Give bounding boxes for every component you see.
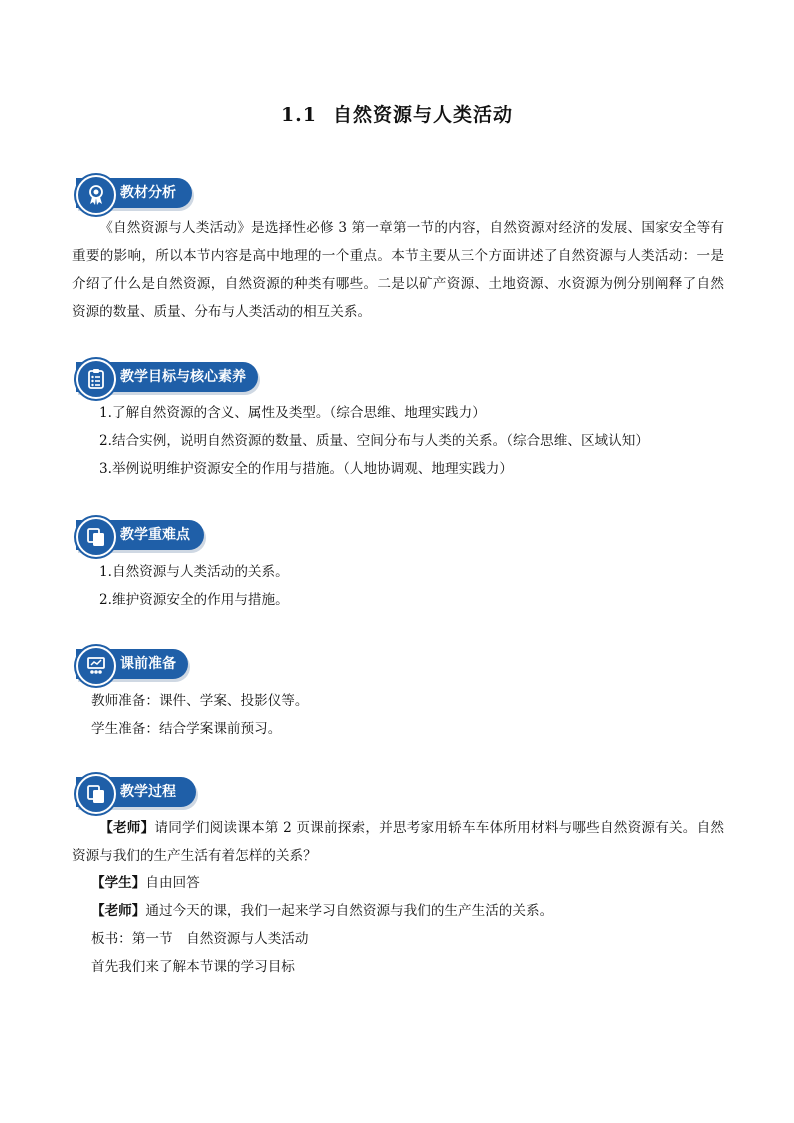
presentation-board-icon (76, 646, 116, 686)
section-title-process: 教学过程 (120, 784, 176, 800)
teacher-statement-text: 通过今天的课，我们一起来学习自然资源与我们的生产生活的关系。 (145, 903, 554, 919)
section-title-analysis: 教材分析 (120, 185, 176, 201)
title-number: 1.1 (280, 104, 318, 126)
documents-stack-icon (76, 774, 116, 814)
title-text: 自然资源与人类活动 (333, 104, 514, 126)
goal-item: 1.了解自然资源的含义、属性及类型。（综合思维、地理实践力） (99, 405, 486, 421)
student-response-text: 自由回答 (145, 875, 200, 891)
section-badge-goals (76, 362, 258, 392)
goal-item: 3.举例说明维护资源安全的作用与措施。（人地协调观、地理实践力） (99, 461, 513, 477)
section-title-goals: 教学目标与核心素养 (120, 369, 246, 385)
section-badge-preparation (76, 649, 188, 679)
teacher-prompt-text: 请同学们阅读课本第 2 页课前探索，并思考家用轿车车体所用材料与哪些自然资源有关。自然资源与我们的生产生活有着怎样的关系？ (72, 820, 724, 864)
preparation-item: 学生准备：结合学案课前预习。 (91, 721, 282, 737)
teacher-tag: 【老师】 (99, 820, 155, 836)
section-title-preparation: 课前准备 (120, 656, 176, 672)
process-teacher-statement (91, 897, 553, 925)
documents-stack-icon (76, 517, 116, 557)
goal-item: 2.结合实例，说明自然资源的数量、质量、空间分布与人类的关系。（综合思维、区域认知） (99, 433, 649, 449)
section-badge-keypoints (76, 520, 204, 550)
analysis-paragraph: 《自然资源与人类活动》是选择性必修 3 第一章第一节的内容，自然资源对经济的发展、国家安全等有重要的影响，所以本节内容是高中地理的一个重点。本节主要从三个方面讲述了自然资源与人类活动：一是介绍了什么是自然资源，自然资源的种类有哪些。二是以矿产资源、土地资源、水资源为例分别阐释了自然资源的数量、质量、分布与人类活动的相互关系。 (72, 220, 724, 320)
preparation-item: 教师准备：课件、学案、投影仪等。 (91, 693, 309, 709)
keypoint-item: 2.维护资源安全的作用与措施。 (99, 592, 289, 608)
board-note: 板书：第一节 自然资源与人类活动 (91, 931, 309, 947)
clipboard-checklist-icon (76, 359, 116, 399)
process-teacher-prompt (72, 814, 724, 870)
section-badge-analysis (76, 178, 192, 208)
process-student-response (91, 869, 200, 897)
teacher-tag: 【老师】 (91, 903, 146, 919)
section-title-keypoints: 教学重难点 (120, 527, 190, 543)
page-title (0, 100, 794, 127)
section-badge-process (76, 777, 196, 807)
intro-line: 首先我们来了解本节课的学习目标 (91, 959, 295, 975)
keypoint-item: 1.自然资源与人类活动的关系。 (99, 564, 289, 580)
student-tag: 【学生】 (91, 875, 146, 891)
award-ribbon-icon (76, 175, 116, 215)
